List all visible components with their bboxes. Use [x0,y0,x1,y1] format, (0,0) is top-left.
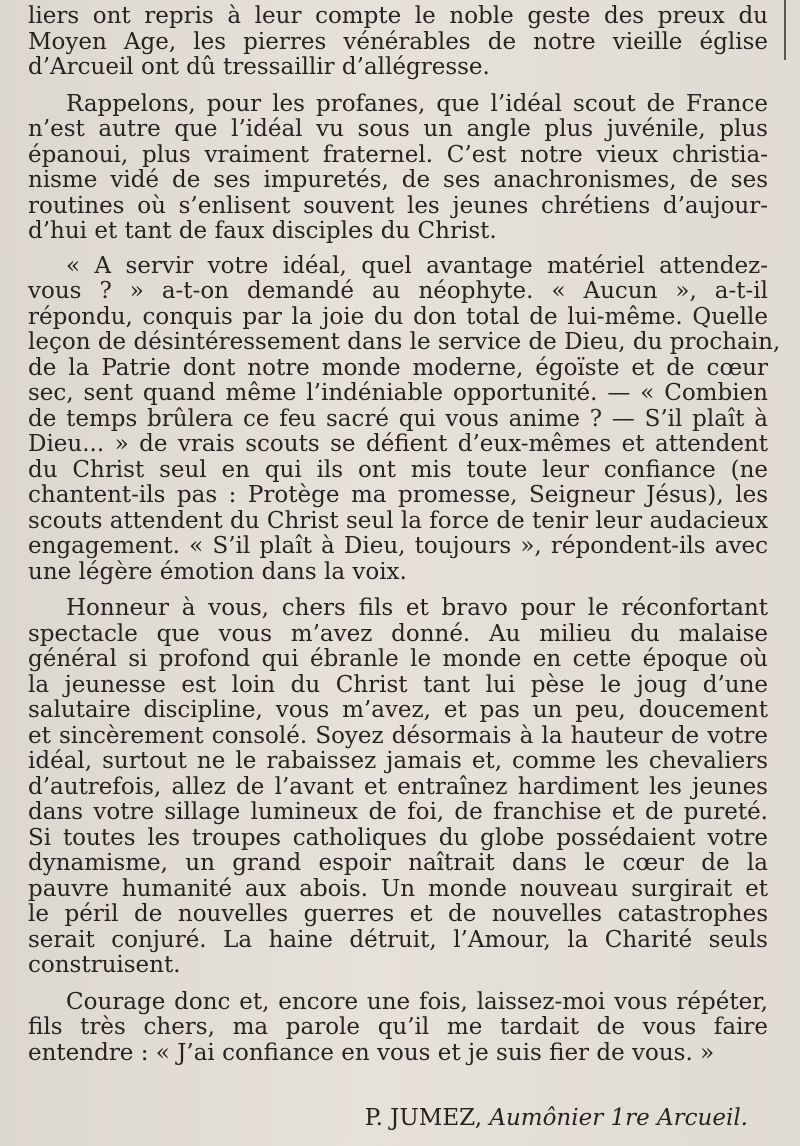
text-line: une légère émotion dans la voix. [28,558,407,585]
article-body [28,0,781,1066]
page-edge-line [784,0,786,60]
text-line: de temps brûlera ce feu sacré qui vous anime ? — S’il plaît à [28,405,768,432]
text-line: la jeunesse est loin du Christ tant lui pèse le joug d’une [28,671,768,698]
paragraph-5 [28,990,768,1067]
text-line: répondu, conquis par la joie du don total de lui-même. Quelle [28,303,768,330]
text-line: sec, sent quand même l’indéniable opportunité. — « Combien [28,380,768,406]
paragraph-4 [28,596,768,979]
text-line: idéal, surtout ne le rabaissez jamais et, comme les chevaliers [28,748,768,774]
text-line: scouts attendent du Christ seul la force de tenir leur audacieux [28,507,769,534]
text-line: n’est autre que l’idéal vu sous un angle plus juvénile, plus [28,116,768,142]
text-line: salutaire discipline, vous m’avez, et pas un peu, doucement [28,697,768,723]
text-line: Si toutes les troupes catholiques du globe possédaient votre [28,824,768,851]
text-line: chantent-ils pas : Protège ma promesse, Seigneur Jésus), les [28,482,768,508]
text-line: dans votre sillage lumineux de foi, de franchise et de pureté. [28,799,768,825]
signature-name: P. JUMEZ, [364,1105,483,1131]
text-line: « A servir votre idéal, quel avantage matériel attendez- [66,252,768,279]
text-line: engagement. « S’il plaît à Dieu, toujours », répondent-ils avec [28,533,768,559]
text-line: spectacle que vous m’avez donné. Au milieu du malaise [28,620,768,647]
text-line: construisent. [28,952,181,978]
paragraph-1 [28,4,768,81]
text-line: le péril de nouvelles guerres et de nouvelles catastrophes [28,901,768,927]
text-line: dynamisme, un grand espoir naîtrait dans le cœur de la [28,850,768,876]
text-line: fils très chers, ma parole qu’il me tardait de vous faire [28,1014,768,1040]
paragraph-2 [28,92,768,245]
text-line: liers ont repris à leur compte le noble geste des preux du [28,3,768,29]
text-line: nisme vidé de ses impuretés, de ses anachronismes, de ses [28,167,768,193]
text-line: Moyen Age, les pierres vénérables de notre vieille église [28,28,768,55]
text-line: Honneur à vous, chers fils et bravo pour le réconfortant [66,595,768,621]
text-line: d’autrefois, allez de l’avant et entraînez hardiment les jeunes [28,773,768,800]
text-line: général si profond qui ébranle le monde en cette époque où [28,646,768,672]
paragraph-3 [28,252,781,586]
text-line: leçon de désintéressement dans le service de Dieu, du prochain, [28,329,781,355]
text-line: et sincèrement consolé. Soyez désormais à la hauteur de votre [28,722,768,749]
text-line: d’Arcueil ont dû tressaillir d’allégresse. [28,54,490,80]
signature-role: Aumônier 1re Arcueil. [489,1105,748,1131]
text-line: entendre : « J’ai confiance en vous et je suis fier de vous. » [28,1039,715,1066]
text-line: Dieu... » de vrais scouts se défient d’eux-mêmes et attendent [28,431,768,457]
text-line: pauvre humanité aux abois. Un monde nouveau surgirait et [28,875,768,902]
text-line: vous ? » a-t-on demandé au néophyte. « Aucun », a-t-il [28,278,768,304]
text-line: serait conjuré. La haine détruit, l’Amour, la Charité seuls [28,926,768,953]
text-line: Courage donc et, encore une fois, laissez-moi vous répéter, [66,988,768,1015]
text-line: routines où s’enlisent souvent les jeunes chrétiens d’aujour- [28,192,768,219]
text-line: épanoui, plus vraiment fraternel. C’est notre vieux christia- [28,141,768,168]
text-line: de la Patrie dont notre monde moderne, égoïste et de cœur [28,354,768,381]
text-line: du Christ seul en qui ils ont mis toute leur confiance (ne [28,456,768,483]
signature [365,1105,748,1131]
text-line: Rappelons, pour les profanes, que l’idéal scout de France [66,90,768,117]
text-line: d’hui et tant de faux disciples du Christ. [28,218,497,244]
